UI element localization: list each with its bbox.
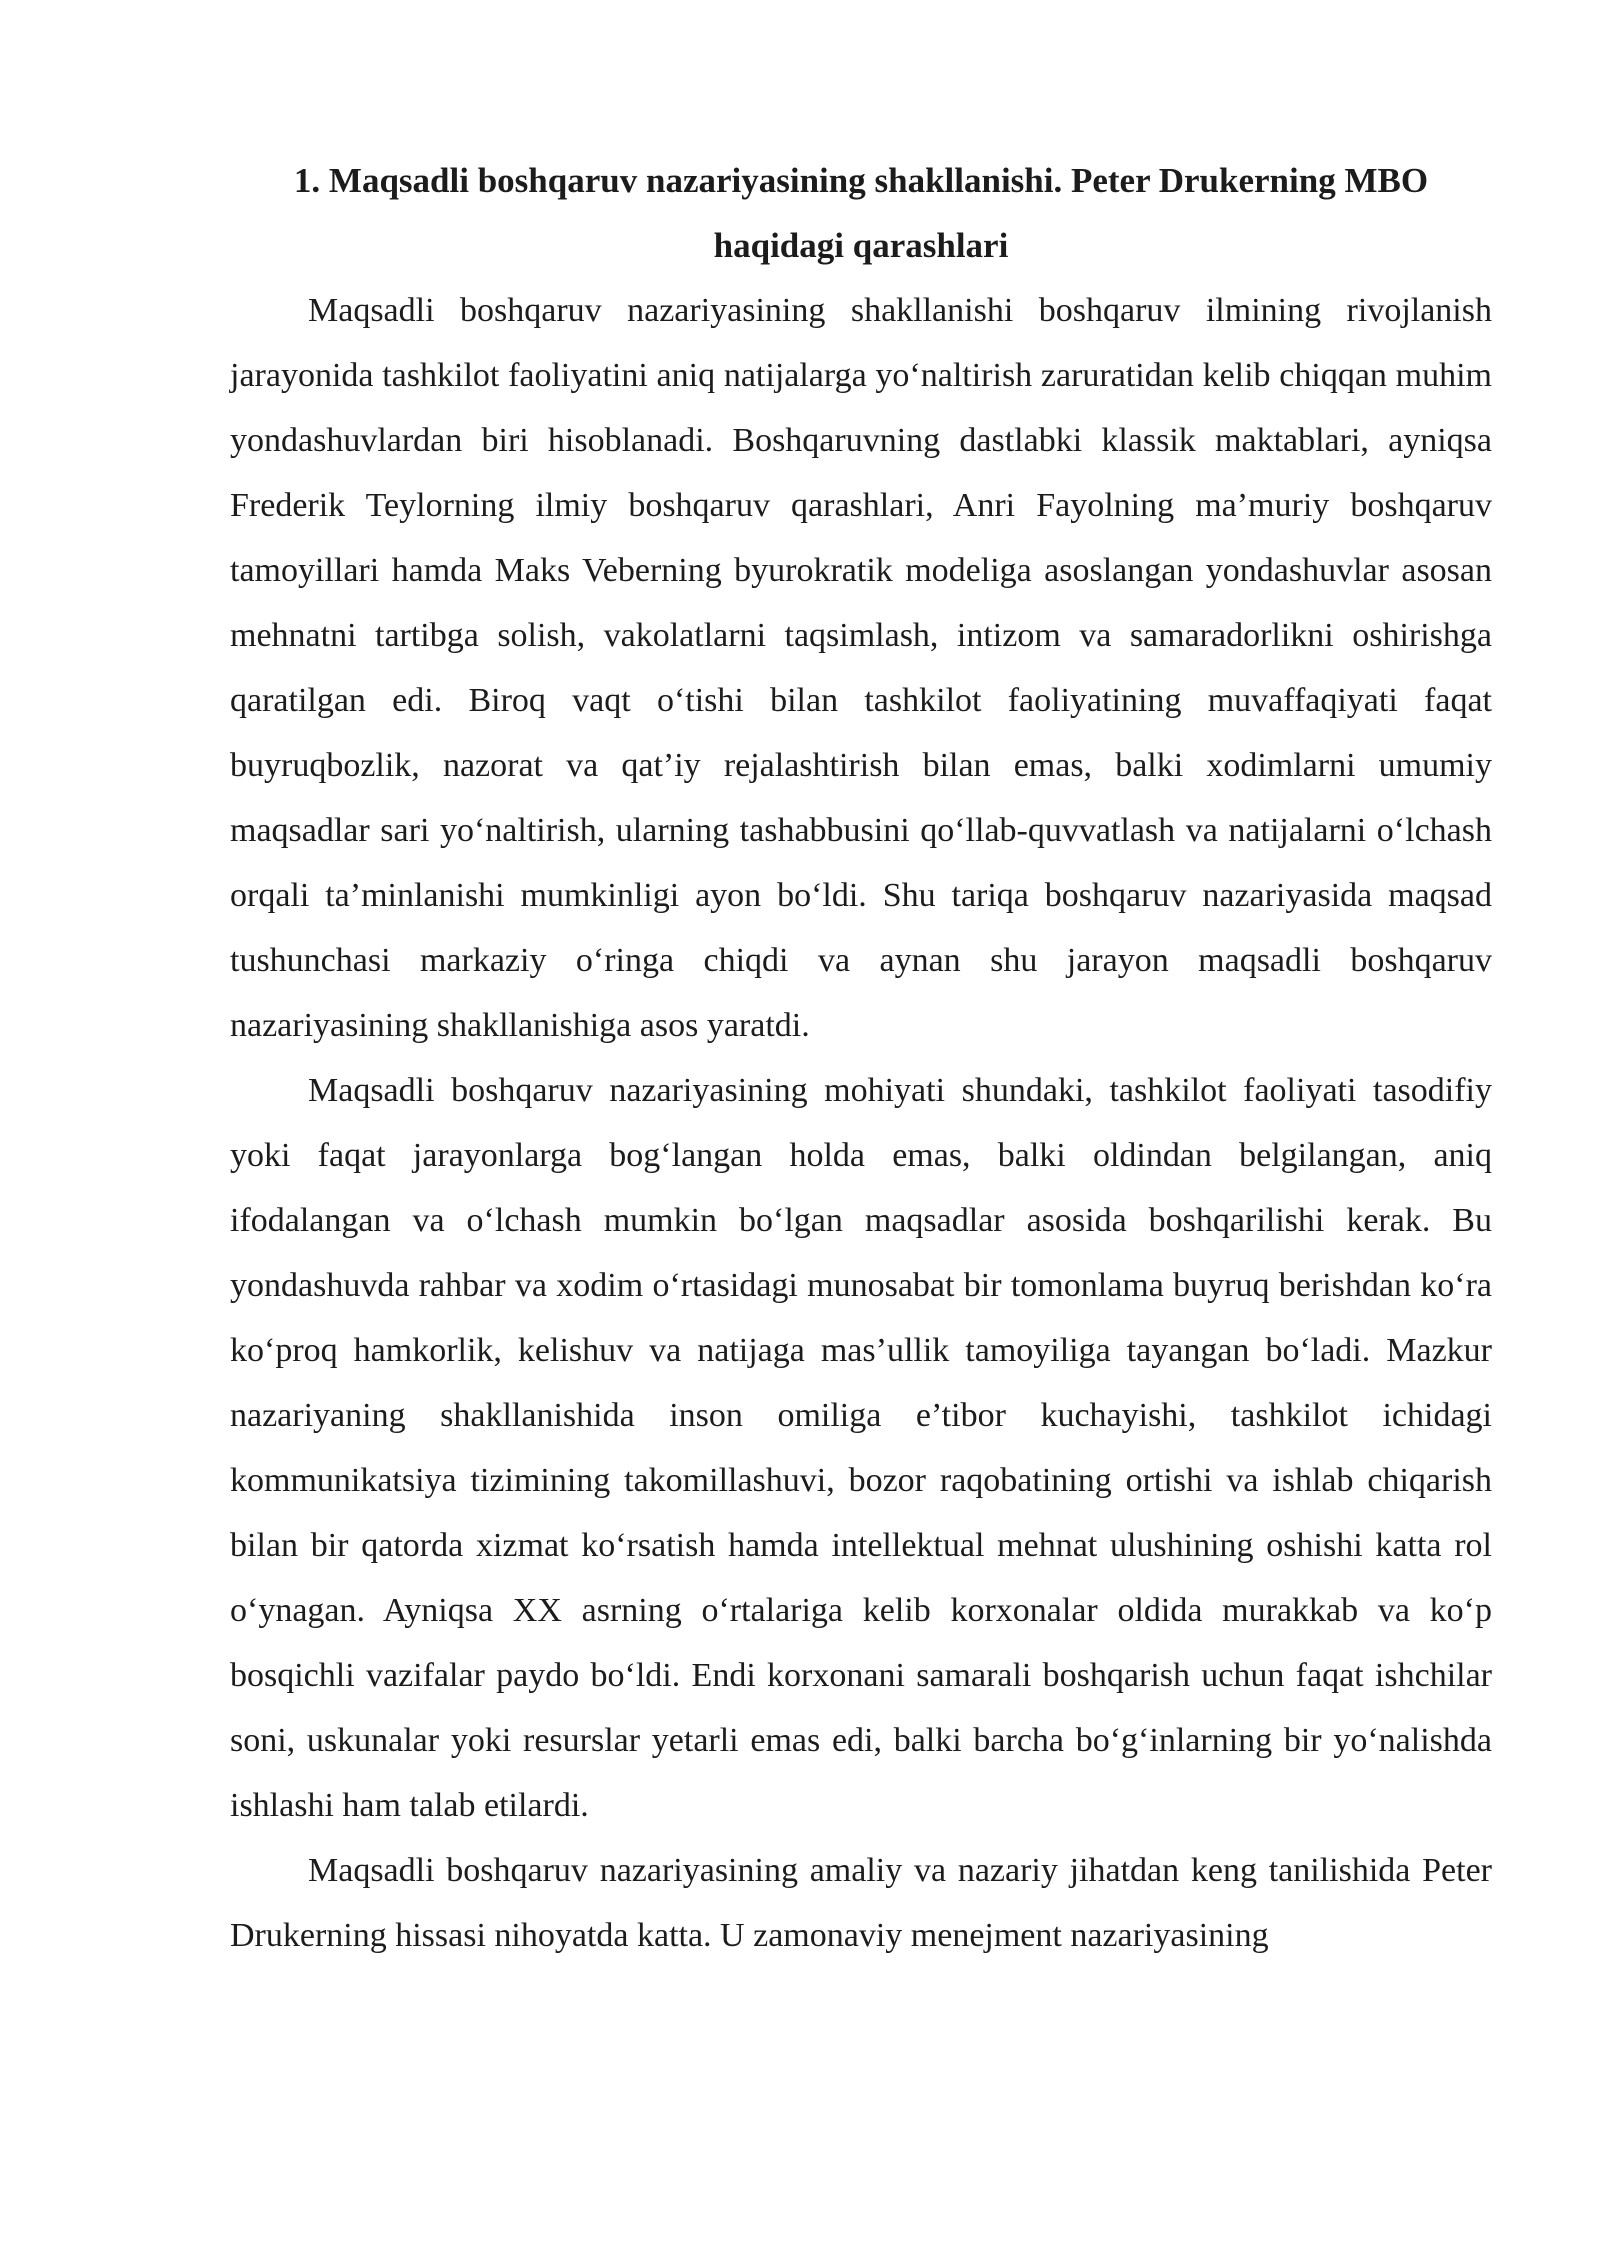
paragraph-1: Maqsadli boshqaruv nazariyasining shakllanishi boshqaruv ilmining rivojlanish jarayonida tashkilot faoliyatini aniq natijalarga yo‘naltirish zaruratidan kelib chiqqan muhim yondashuvlardan biri hisoblanadi. Boshqaruvning dastlabki klassik maktablari, ayniqsa Frederik Teylorning ilmiy boshqaruv qarashlari, Anri Fayolning ma’muriy boshqaruv tamoyillari hamda Maks Veberning byurokratik modeliga asoslangan yondashuvlar asosan mehnatni tartibga solish, vakolatlarni taqsimlash, intizom va samaradorlikni oshirishga qaratilgan edi. Biroq vaqt o‘tishi bilan tashkilot faoliyatining muvaffaqiyati faqat buyruqbozlik, nazorat va qat’iy rejalashtirish bilan emas, balki xodimlarni umumiy maqsadlar sari yo‘naltirish, ularning tashabbusini qo‘llab-quvvatlash va natijalarni o‘lchash orqali ta’minlanishi mumkinligi ayon bo‘ldi. Shu tariqa boshqaruv nazariyasida maqsad tushunchasi markaziy o‘ringa chiqdi va aynan shu jarayon maqsadli boshqaruv nazariyasining shakllanishiga asos yaratdi. xyxy=(230,292,1492,1044)
document-page xyxy=(230,148,1492,1968)
section-title: 1. Maqsadli boshqaruv nazariyasining shakllanishi. Peter Drukerning MBO haqidagi qarashlari xyxy=(293,161,1429,265)
paragraph-3: Maqsadli boshqaruv nazariyasining amaliy va nazariy jihatdan keng tanilishida Peter Drukerning hissasi nihoyatda katta. U zamonaviy menejment nazariyasining xyxy=(230,1852,1492,1954)
paragraph-2: Maqsadli boshqaruv nazariyasining mohiyati shundaki, tashkilot faoliyati tasodifiy yoki faqat jarayonlarga bog‘langan holda emas, balki oldindan belgilangan, aniq ifodalangan va o‘lchash mumkin bo‘lgan maqsadlar asosida boshqarilishi kerak. Bu yondashuvda rahbar va xodim o‘rtasidagi munosabat bir tomonlama buyruq berishdan ko‘ra ko‘proq hamkorlik, kelishuv va natijaga mas’ullik tamoyiliga tayangan bo‘ladi. Mazkur nazariyaning shakllanishida inson omiliga e’tibor kuchayishi, tashkilot ichidagi kommunikatsiya tizimining takomillashuvi, bozor raqobatining ortishi va ishlab chiqarish bilan bir qatorda xizmat ko‘rsatish hamda intellektual mehnat ulushining oshishi katta rol o‘ynagan. Ayniqsa XX asrning o‘rtalariga kelib korxonalar oldida murakkab va ko‘p bosqichli vazifalar paydo bo‘ldi. Endi korxonani samarali boshqarish uchun faqat ishchilar soni, uskunalar yoki resurslar yetarli emas edi, balki barcha bo‘g‘inlarning bir yo‘nalishda ishlashi ham talab etilardi. xyxy=(230,1072,1492,1824)
